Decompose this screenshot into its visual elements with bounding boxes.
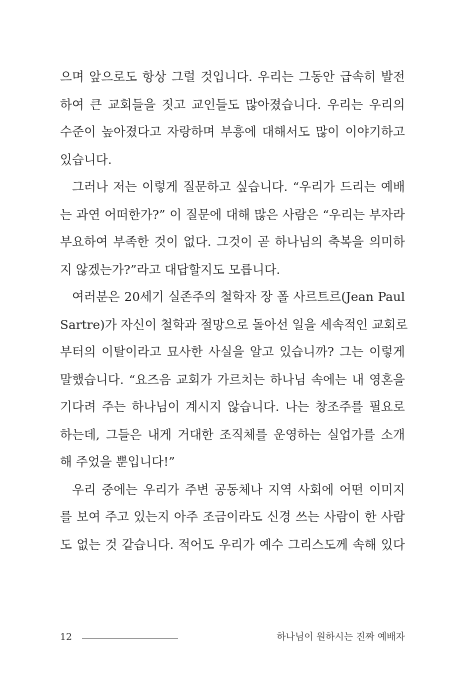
text-line: 부터의 이탈이라고 묘사한 사실을 알고 있습니까? 그는 이렇게 bbox=[60, 344, 405, 359]
footer-divider bbox=[82, 638, 178, 639]
text-line: Sartre)가 자신이 철학과 절망으로 돌아선 일을 세속적인 교회로 bbox=[60, 316, 408, 332]
text-line: 지 않겠는가?”라고 대답할지도 모릅니다. bbox=[60, 261, 281, 277]
text-line: 하는데, 그들은 내게 거대한 조직체를 운영하는 실업가를 소개 bbox=[60, 426, 405, 442]
text-line: 으며 앞으로도 항상 그럴 것입니다. 우리는 그동안 급속히 발전 bbox=[60, 69, 405, 84]
text-line: 부요하여 부족한 것이 없다. 그것이 곧 하나님의 축복을 의미하 bbox=[60, 234, 405, 249]
text-line: 도 없는 것 같습니다. 적어도 우리가 예수 그리스도께 속해 있다 bbox=[60, 536, 405, 552]
page-number: 12 bbox=[60, 632, 73, 643]
text-line: 말했습니다. “요즈음 교회가 가르치는 하나님 속에는 내 영혼을 bbox=[60, 371, 405, 387]
text-line: 수준이 높아졌다고 자랑하며 부흥에 대해서도 많이 이야기하고 bbox=[60, 124, 405, 139]
text-line: 는 과연 어떠한가?” 이 질문에 대해 많은 사람은 “우리는 부자라 bbox=[60, 206, 405, 222]
text-line: 우리 중에는 우리가 주변 공동체나 지역 사회에 어떤 이미지 bbox=[72, 481, 405, 497]
text-line: 해 주었을 뿐입니다!” bbox=[60, 454, 175, 469]
text-line: 기다려 주는 하나님이 계시지 않습니다. 나는 창조주를 필요로 bbox=[60, 399, 405, 414]
text-line: 여러분은 20세기 실존주의 철학자 장 폴 사르트르(Jean Paul bbox=[72, 289, 405, 304]
running-title: 하나님이 원하시는 진짜 예배자 bbox=[276, 632, 405, 643]
text-line: 를 보여 주고 있는지 아주 조금이라도 신경 쓰는 사람이 한 사람 bbox=[60, 509, 405, 524]
page-body-text bbox=[60, 63, 408, 558]
text-line: 하여 큰 교회들을 짓고 교인들도 많아졌습니다. 우리는 우리의 bbox=[60, 96, 405, 112]
page-footer bbox=[60, 630, 405, 646]
text-line: 그러나 저는 이렇게 질문하고 싶습니다. “우리가 드리는 예배 bbox=[72, 179, 405, 194]
text-line: 있습니다. bbox=[60, 151, 112, 167]
